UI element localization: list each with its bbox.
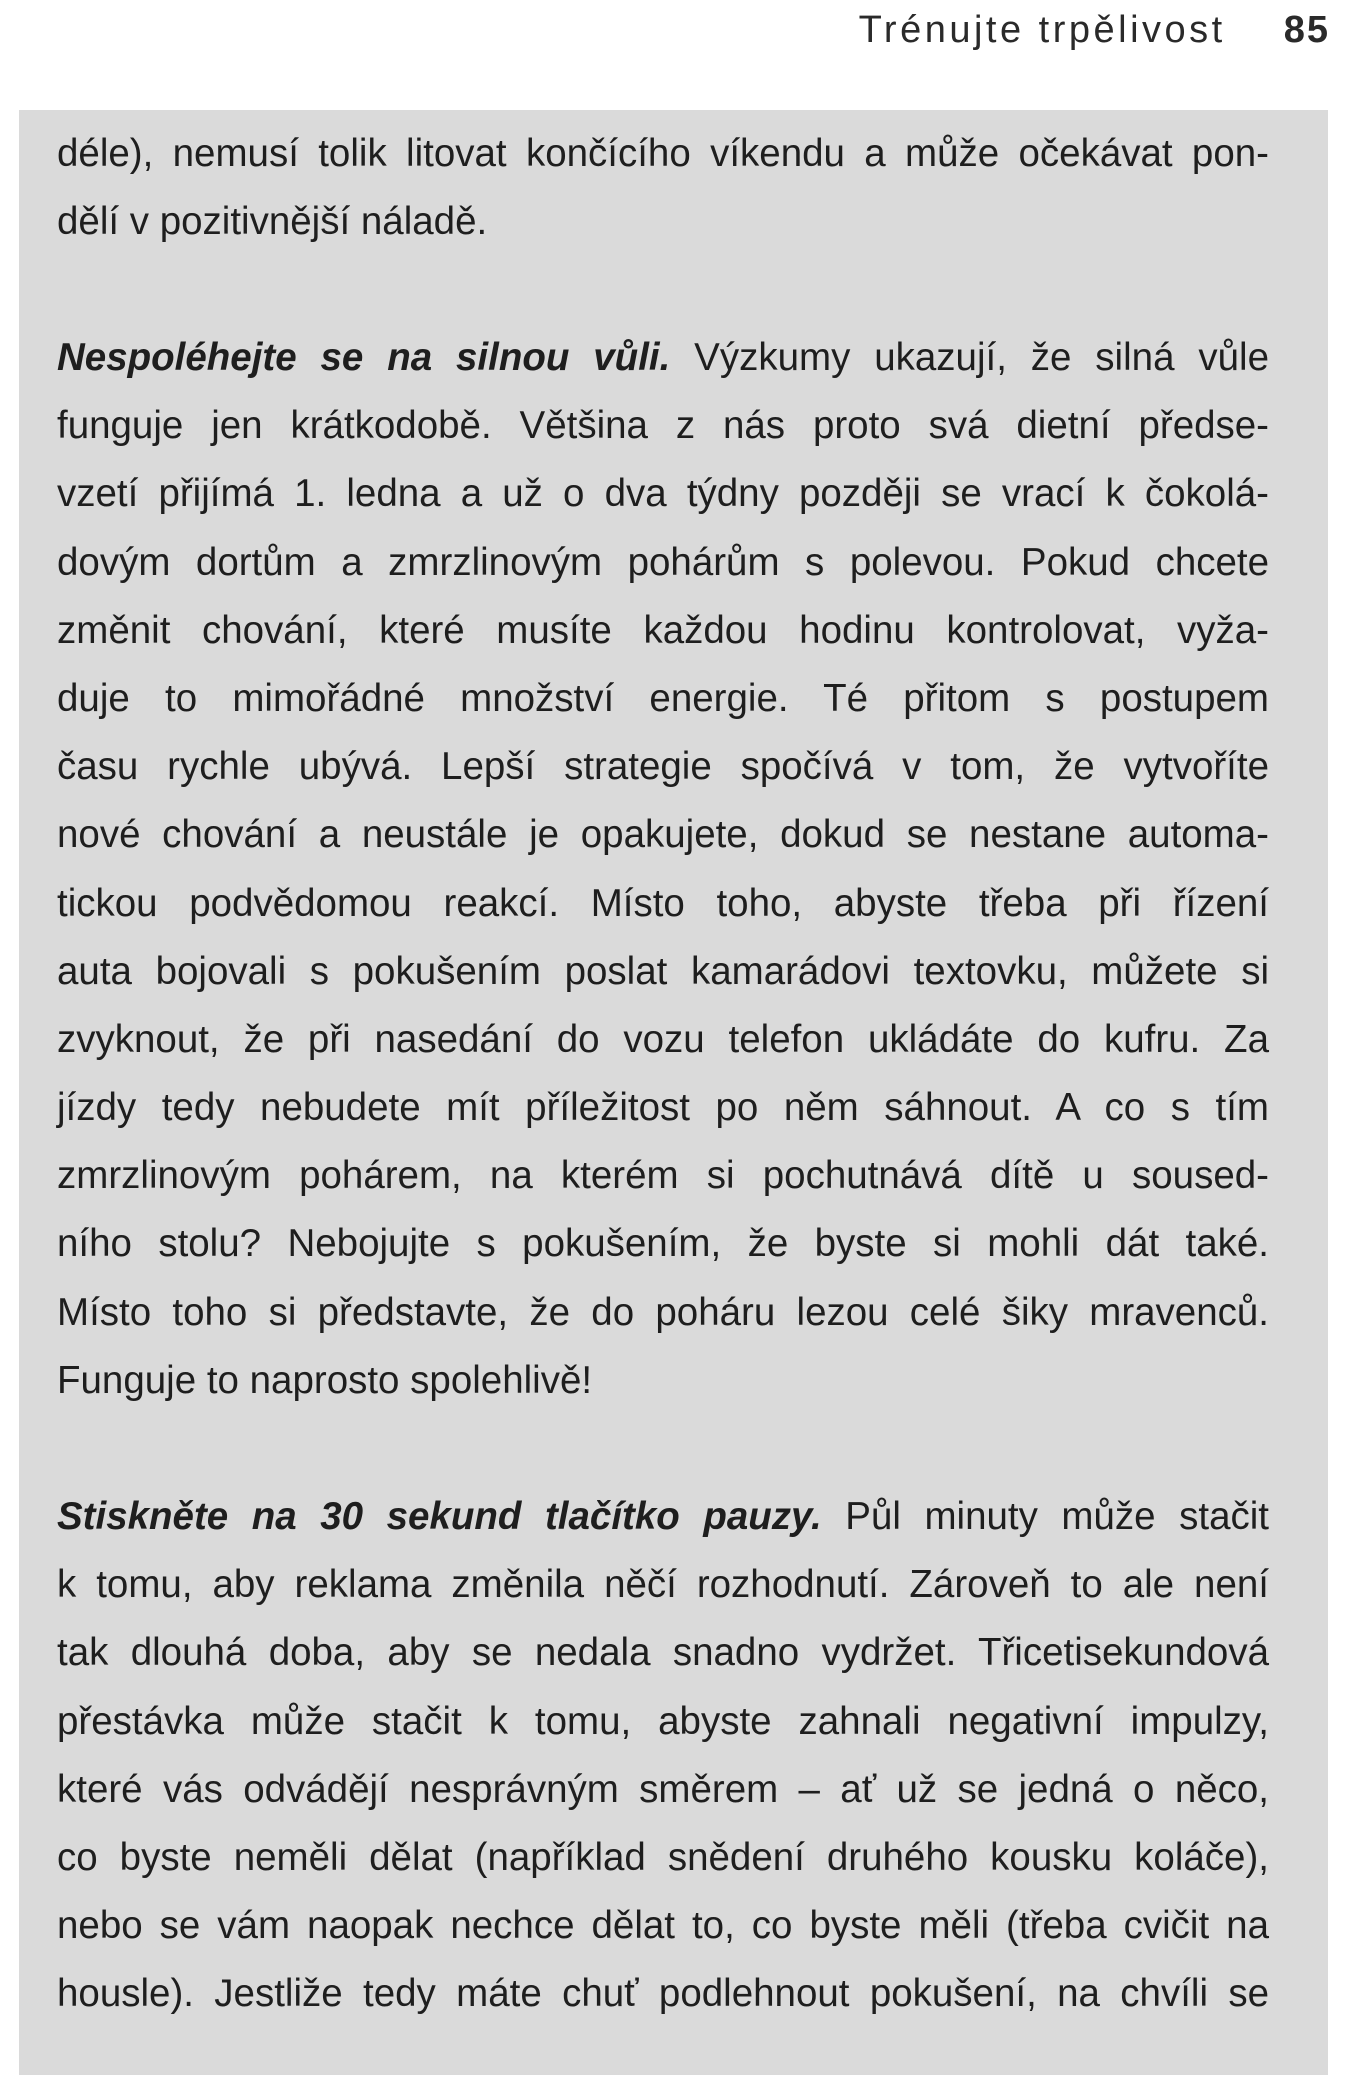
text-line: zvyknout, že při nasedání do vozu telefon ukládáte do kufru. Za <box>57 1017 1269 1061</box>
text-line: které vás odvádějí nesprávným směrem – ať už se jedná o něco, <box>57 1767 1269 1811</box>
text-line: co byste neměli dělat (například snědení druhého kousku koláče), <box>57 1835 1269 1879</box>
text-line: nebo se vám naopak nechce dělat to, co byste měli (třeba cvičit na <box>57 1904 1269 1948</box>
text-line: ního stolu? Nebojujte s pokušením, že byste si mohli dát také. <box>57 1222 1269 1266</box>
text-line: Funguje to naprosto spolehlivě! <box>57 1358 593 1402</box>
text-line: duje to mimořádné množství energie. Té přitom s postupem <box>57 676 1269 720</box>
run-in-heading: Stiskněte na 30 sekund tlačítko pauzy. <box>57 1495 822 1538</box>
text-line: dovým dortům a zmrzlinovým pohárům s polevou. Pokud chcete <box>57 540 1269 584</box>
text-line: Místo toho si představte, že do poháru lezou celé šiky mravenců. <box>57 1290 1269 1334</box>
running-title: Trénujte trpělivost <box>858 8 1226 51</box>
text-line: času rychle ubývá. Lepší strategie spočívá v tom, že vytvoříte <box>57 745 1269 789</box>
paragraph-willpower <box>57 324 1269 1415</box>
text-line: auta bojovali s pokušením poslat kamarádovi textovku, můžete si <box>57 949 1269 993</box>
text-line: k tomu, aby reklama změnila něčí rozhodnutí. Zároveň to ale není <box>57 1563 1269 1607</box>
text-line: dělí v pozitivnější náladě. <box>57 200 488 244</box>
text-line: zmrzlinovým pohárem, na kterém si pochutnává dítě u soused- <box>57 1154 1269 1198</box>
text-line: nové chování a neustále je opakujete, dokud se nestane automa- <box>57 813 1269 857</box>
run-in-heading: Nespoléhejte se na silnou vůli. <box>57 336 671 379</box>
text-fragment: Půl minuty může stačit <box>821 1495 1269 1538</box>
text-line: vzetí přijímá 1. ledna a už o dva týdny později se vrací k čokolá- <box>57 472 1269 516</box>
text-line-with-heading <box>57 1483 1269 1551</box>
text-line: tak dlouhá doba, aby se nedala snadno vydržet. Třicetisekundová <box>57 1631 1269 1675</box>
text-line: jízdy tedy nebudete mít příležitost po něm sáhnout. A co s tím <box>57 1086 1269 1130</box>
page-number: 85 <box>1283 8 1330 51</box>
text-line: změnit chování, které musíte každou hodinu kontrolovat, vyža- <box>57 608 1269 652</box>
text-line-with-heading <box>57 324 1269 392</box>
text-line: housle). Jestliže tedy máte chuť podlehnout pokušení, na chvíli se <box>57 1972 1269 2016</box>
paragraph-pause-button <box>57 1483 1269 2029</box>
text-line: déle), nemusí tolik litovat končícího víkendu a může očekávat pon- <box>57 132 1269 175</box>
text-line: tickou podvědomou reakcí. Místo toho, abyste třeba při řízení <box>57 881 1269 925</box>
paragraph-continuation <box>57 120 1269 256</box>
text-line: funguje jen krátkodobě. Většina z nás proto svá dietní předse- <box>57 404 1269 448</box>
running-head <box>859 4 1330 56</box>
text-line: přestávka může stačit k tomu, abyste zahnali negativní impulzy, <box>57 1699 1269 1743</box>
text-fragment: Výzkumy ukazují, že silná vůle <box>670 336 1269 379</box>
